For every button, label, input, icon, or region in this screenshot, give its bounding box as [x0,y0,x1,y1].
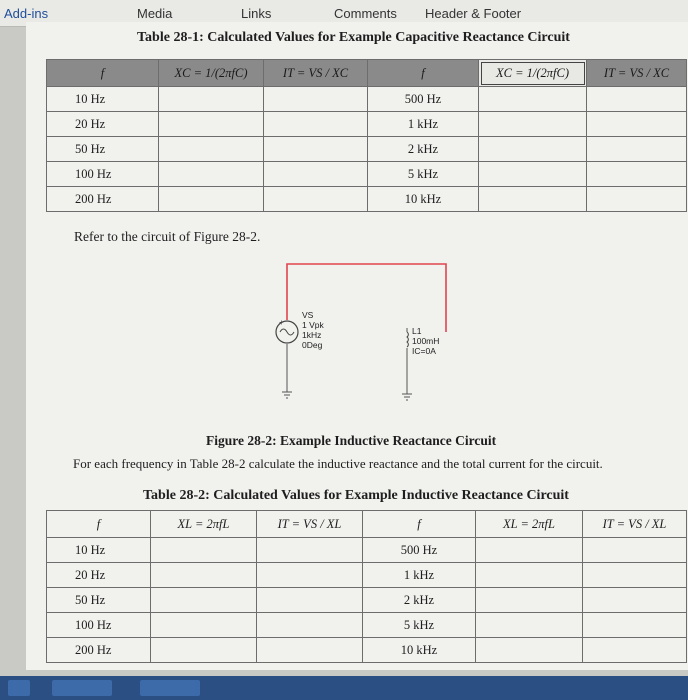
table-cell[interactable] [479,87,587,112]
table-cell[interactable] [479,137,587,162]
circuit-schematic [266,260,486,415]
instruction-text: For each frequency in Table 28-2 calculate the inductive reactance and the total current for the circuit. [73,456,603,471]
table2-freq-left[interactable]: 200 Hz [47,638,151,663]
table-cell[interactable] [257,588,363,613]
inductor-symbol [407,332,408,347]
table1-header-xc[interactable]: XC = 1/(2πfC) [159,60,264,87]
ac-source-symbol [276,318,298,343]
source-phase-label: 0Deg [302,340,323,350]
table-cell[interactable] [264,162,368,187]
tab-media[interactable]: Media [137,6,173,21]
source-labels [302,310,324,350]
table1-freq-right[interactable]: 2 kHz [368,137,479,162]
table-cell[interactable] [264,187,368,212]
table-cell[interactable] [476,613,583,638]
table-cell[interactable] [587,112,687,137]
table-row [47,87,687,112]
table-cell[interactable] [264,87,368,112]
table2-freq-right[interactable]: 10 kHz [363,638,476,663]
tab-header-footer[interactable]: Header & Footer [425,6,522,21]
document-page [26,22,688,670]
table1-freq-right[interactable]: 10 kHz [368,187,479,212]
table2-header-xl2[interactable]: XL = 2πfL [476,511,583,538]
table-cell[interactable] [583,638,687,663]
table1 [46,59,687,212]
table-cell[interactable] [479,187,587,212]
refer-text: Refer to the circuit of Figure 28-2. [74,229,261,244]
table-cell[interactable] [583,588,687,613]
table1-title: Table 28-1: Calculated Values for Example Capacitive Reactance Circuit [137,30,570,45]
table2-header-f[interactable]: f [47,511,151,538]
table-cell[interactable] [264,137,368,162]
inductor-labels [412,326,439,356]
tab-comments[interactable]: Comments [334,6,397,21]
table-row [47,538,687,563]
taskbar-item[interactable] [140,680,200,696]
table2-header-row [47,511,687,538]
table-cell[interactable] [159,112,264,137]
table-cell[interactable] [476,588,583,613]
source-freq-label: 1kHz [302,330,322,340]
table-cell[interactable] [257,638,363,663]
source-name-label: VS [302,310,314,320]
table1-header-xc2[interactable]: XC = 1/(2πfC) [479,60,587,87]
table1-header-f[interactable]: f [47,60,159,87]
table-cell[interactable] [476,563,583,588]
table2-header-it2[interactable]: IT = VS / XL [583,511,687,538]
table-cell[interactable] [151,563,257,588]
table-cell[interactable] [257,563,363,588]
table-cell[interactable] [476,638,583,663]
table-cell[interactable] [159,137,264,162]
table-cell[interactable] [583,538,687,563]
table-cell[interactable] [583,563,687,588]
table2-freq-left[interactable]: 20 Hz [47,563,151,588]
table1-freq-right[interactable]: 1 kHz [368,112,479,137]
table-cell[interactable] [587,187,687,212]
table-cell[interactable] [264,112,368,137]
table-cell[interactable] [587,87,687,112]
svg-text:+: + [279,318,284,327]
table1-freq-left[interactable]: 10 Hz [47,87,159,112]
table2-freq-right[interactable]: 5 kHz [363,613,476,638]
table2-freq-right[interactable]: 500 Hz [363,538,476,563]
table2-freq-left[interactable]: 100 Hz [47,613,151,638]
table1-freq-right[interactable]: 5 kHz [368,162,479,187]
inductor-value-label: 100mH [412,336,440,346]
table2-title: Table 28-2: Calculated Values for Example Inductive Reactance Circuit [143,488,569,503]
table-cell[interactable] [257,613,363,638]
taskbar-item[interactable] [52,680,112,696]
tab-links[interactable]: Links [241,6,272,21]
table1-header-f2[interactable]: f [368,60,479,87]
table1-freq-left[interactable]: 20 Hz [47,112,159,137]
table2-header-xl[interactable]: XL = 2πfL [151,511,257,538]
tab-add-ins[interactable]: Add-ins [4,6,49,21]
table1-freq-right[interactable]: 500 Hz [368,87,479,112]
table-row [47,137,687,162]
table-row [47,638,687,663]
table1-freq-left[interactable]: 200 Hz [47,187,159,212]
figure-caption: Figure 28-2: Example Inductive Reactance Circuit [206,433,497,448]
table-cell[interactable] [151,588,257,613]
table-cell[interactable] [257,538,363,563]
table-cell[interactable] [159,87,264,112]
table-cell[interactable] [587,137,687,162]
table-row [47,613,687,638]
table2-freq-right[interactable]: 2 kHz [363,588,476,613]
inductor-ic-label: IC=0A [412,346,436,356]
table2-freq-right[interactable]: 1 kHz [363,563,476,588]
table1-freq-left[interactable]: 100 Hz [47,162,159,187]
ground-symbols [282,392,412,400]
table1-freq-left[interactable]: 50 Hz [47,137,159,162]
start-button[interactable] [8,680,30,696]
table-row [47,588,687,613]
table-cell[interactable] [151,613,257,638]
table-row [47,162,687,187]
table-row [47,187,687,212]
table1-header-it2[interactable]: IT = VS / XC [587,60,687,87]
table-row [47,112,687,137]
table1-header-it[interactable]: IT = VS / XC [264,60,368,87]
table2-header-it[interactable]: IT = VS / XL [257,511,363,538]
table2-header-f2[interactable]: f [363,511,476,538]
table-row [47,563,687,588]
taskbar [0,676,688,700]
table1-header-row [47,60,687,87]
table-cell[interactable] [159,187,264,212]
table-cell[interactable] [479,112,587,137]
table-cell[interactable] [479,162,587,187]
table2 [46,510,687,663]
table-cell[interactable] [583,613,687,638]
table-cell[interactable] [159,162,264,187]
table2-freq-left[interactable]: 50 Hz [47,588,151,613]
table-cell[interactable] [476,538,583,563]
source-amp-label: 1 Vpk [302,320,324,330]
table-cell[interactable] [587,162,687,187]
table-cell[interactable] [151,538,257,563]
inductor-name-label: L1 [412,326,422,336]
table2-freq-left[interactable]: 10 Hz [47,538,151,563]
table-cell[interactable] [151,638,257,663]
